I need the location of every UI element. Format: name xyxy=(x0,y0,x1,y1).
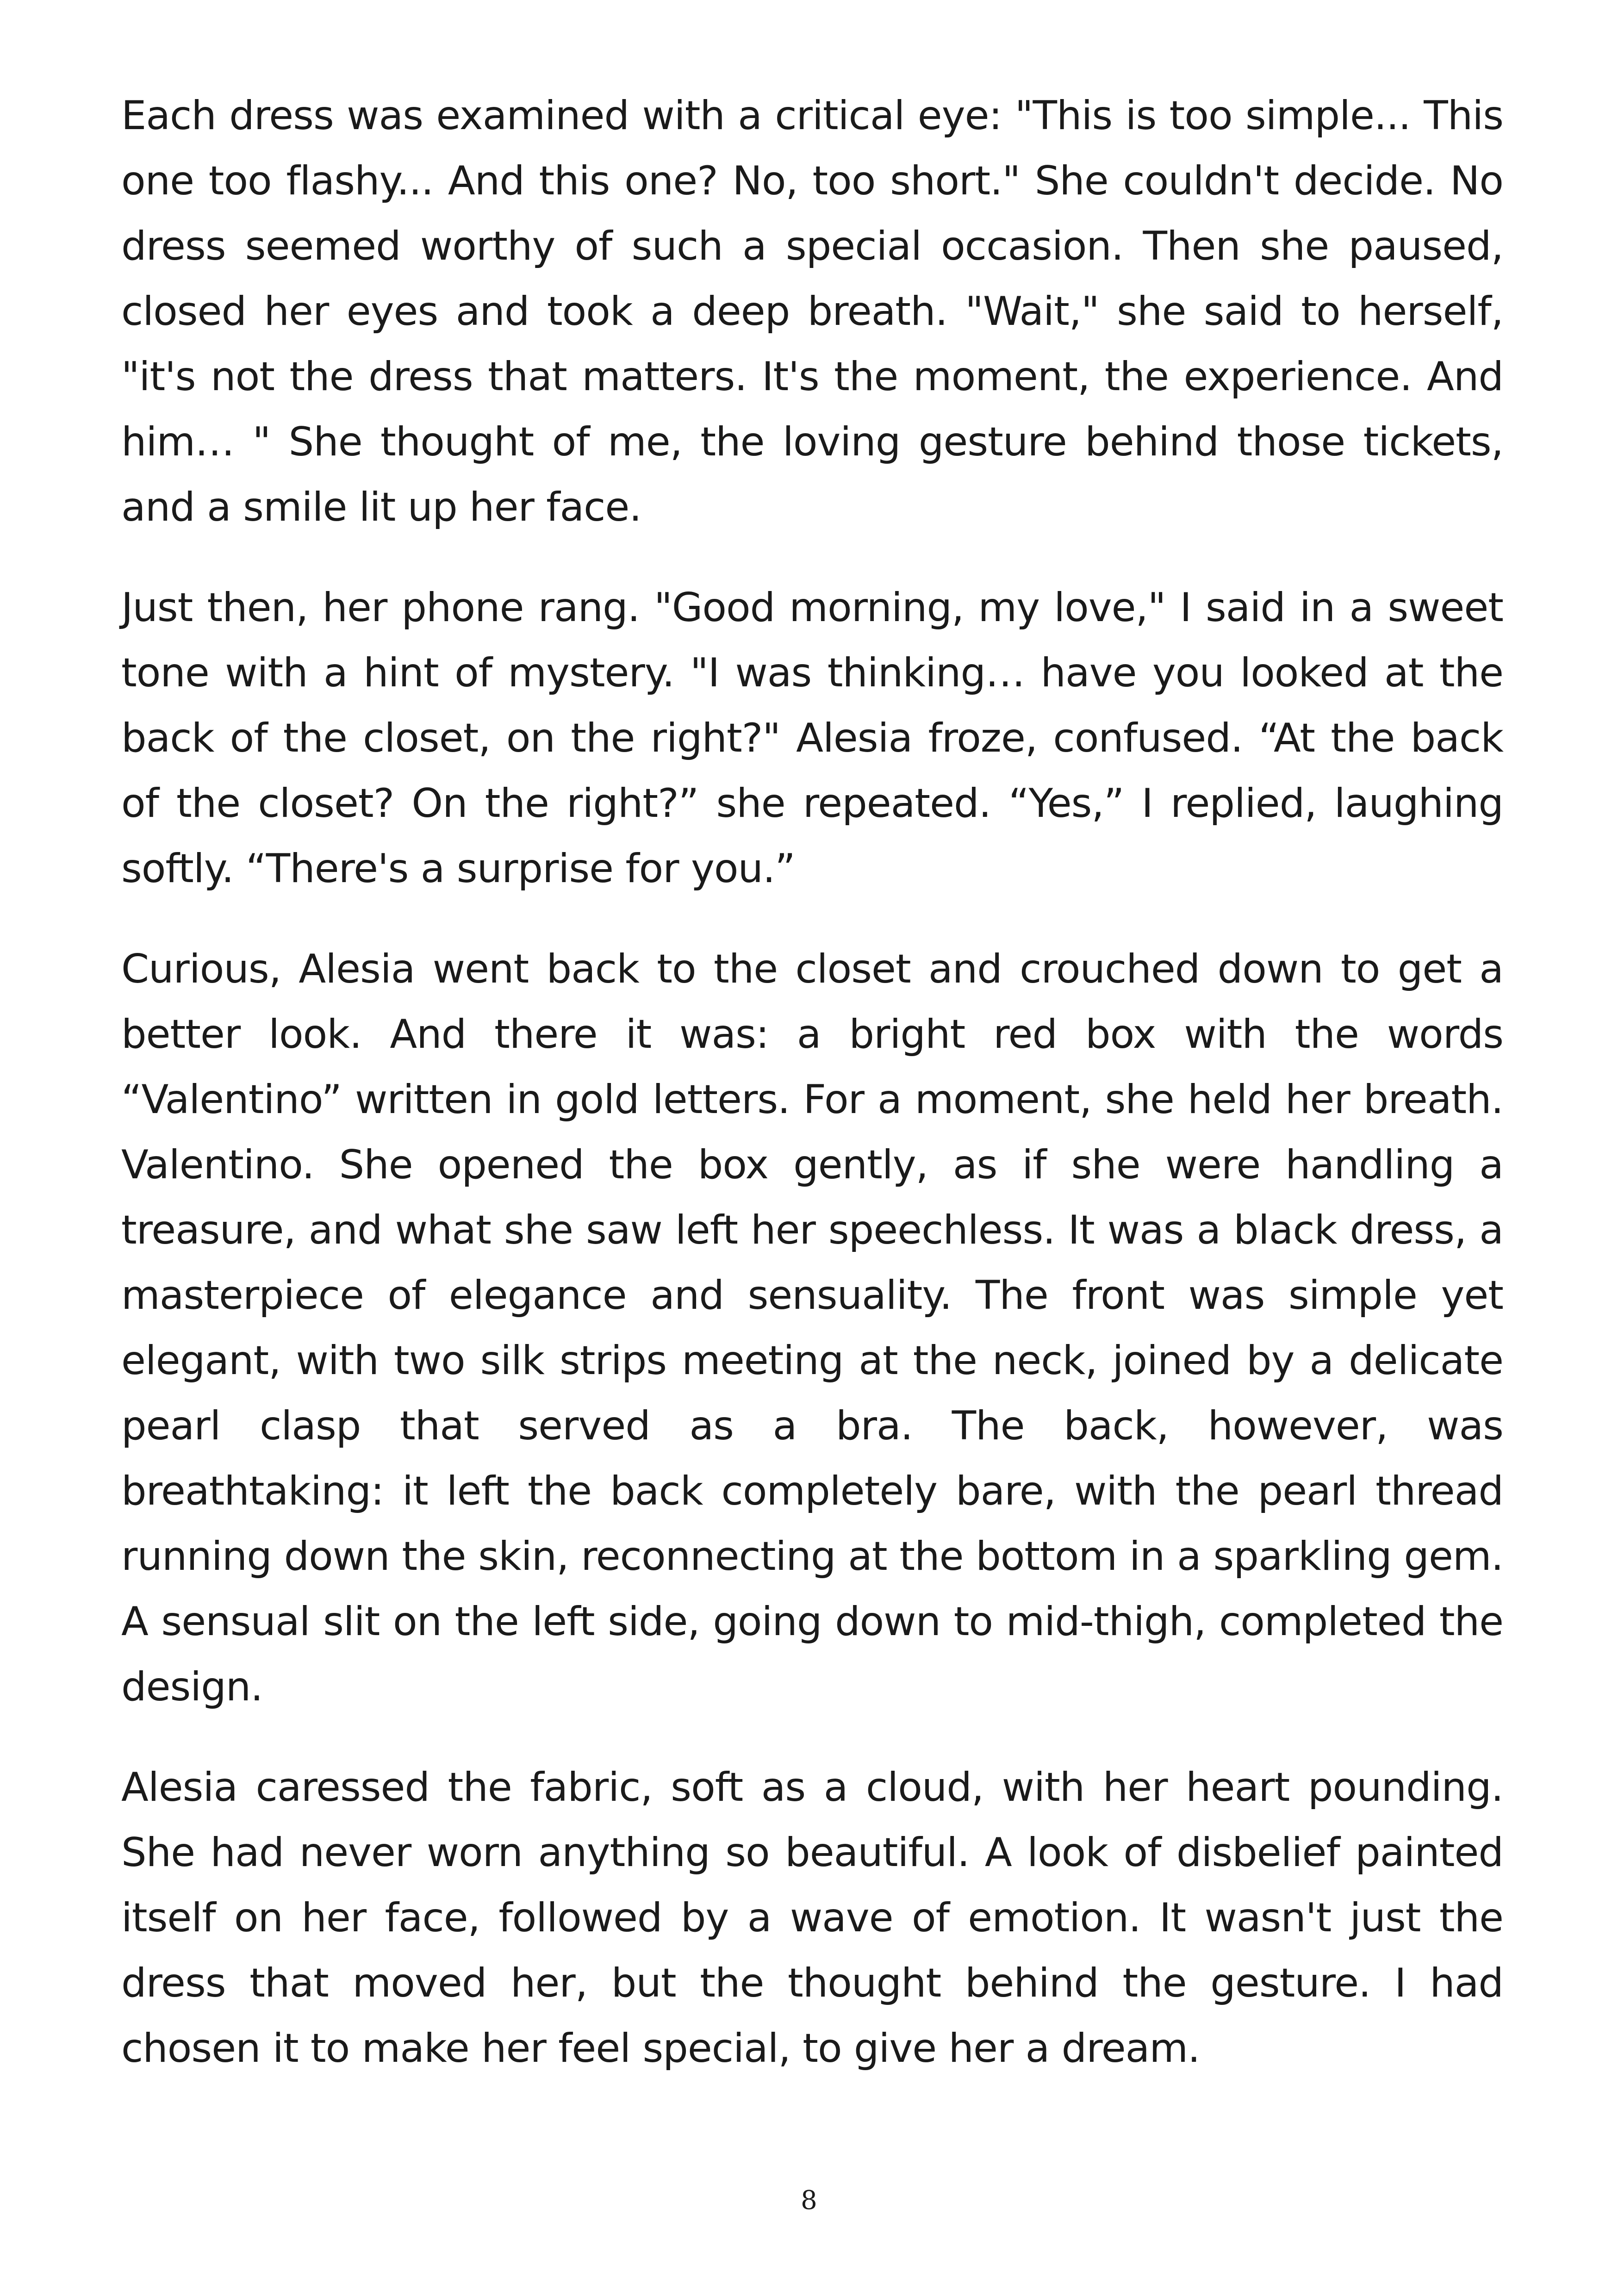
page-number: 8 xyxy=(801,2185,817,2215)
paragraph-4: Alesia caressed the fabric, soft as a cloud, with her heart pounding. She had never worn anything so beautiful. A look of disbelief painted itself on her face, followed by a wave of emotion. It wasn't just the dress that moved her, but the thought behind the gesture. I had chosen it to make her feel special, to give her a dream. xyxy=(121,1764,1503,2072)
paragraph-1: Each dress was examined with a critical eye: "This is too simple... This one too flashy... And this one? No, too short." She couldn't decide. No dress seemed worthy of such a special occasion. Then she paused, closed her eyes and took a deep breath. "Wait," she said to herself, "it's not the dress that matters. It's the moment, the experience. And him… " She thought of me, the loving gesture behind those tickets, and a smile lit up her face. xyxy=(121,93,1503,530)
paragraph-2: Just then, her phone rang. "Good morning, my love," I said in a sweet tone with a hint of mystery. "I was thinking… have you looked at the back of the closet, on the right?" Alesia froze, confused. “At the back of the closet? On the right?” she repeated. “Yes,” I replied, laughing softly. “There's a surprise for you.” xyxy=(121,585,1503,892)
paragraph-3: Curious, Alesia went back to the closet and crouched down to get a better look. And there it was: a bright red box with the words “Valentino” written in gold letters. For a moment, she held her breath. Valentino. She opened the box gently, as if she were handling a treasure, and what she saw left her speechless. It was a black dress, a masterpiece of elegance and sensuality. The front was simple yet elegant, with two silk strips meeting at the neck, joined by a delicate pearl clasp that served as a bra. The back, however, was breathtaking: it left the back completely bare, with the pearl thread running down the skin, reconnecting at the bottom in a sparkling gem. A sensual slit on the left side, going down to mid-thigh, completed the design. xyxy=(121,946,1503,1710)
body-text xyxy=(121,83,1503,2116)
